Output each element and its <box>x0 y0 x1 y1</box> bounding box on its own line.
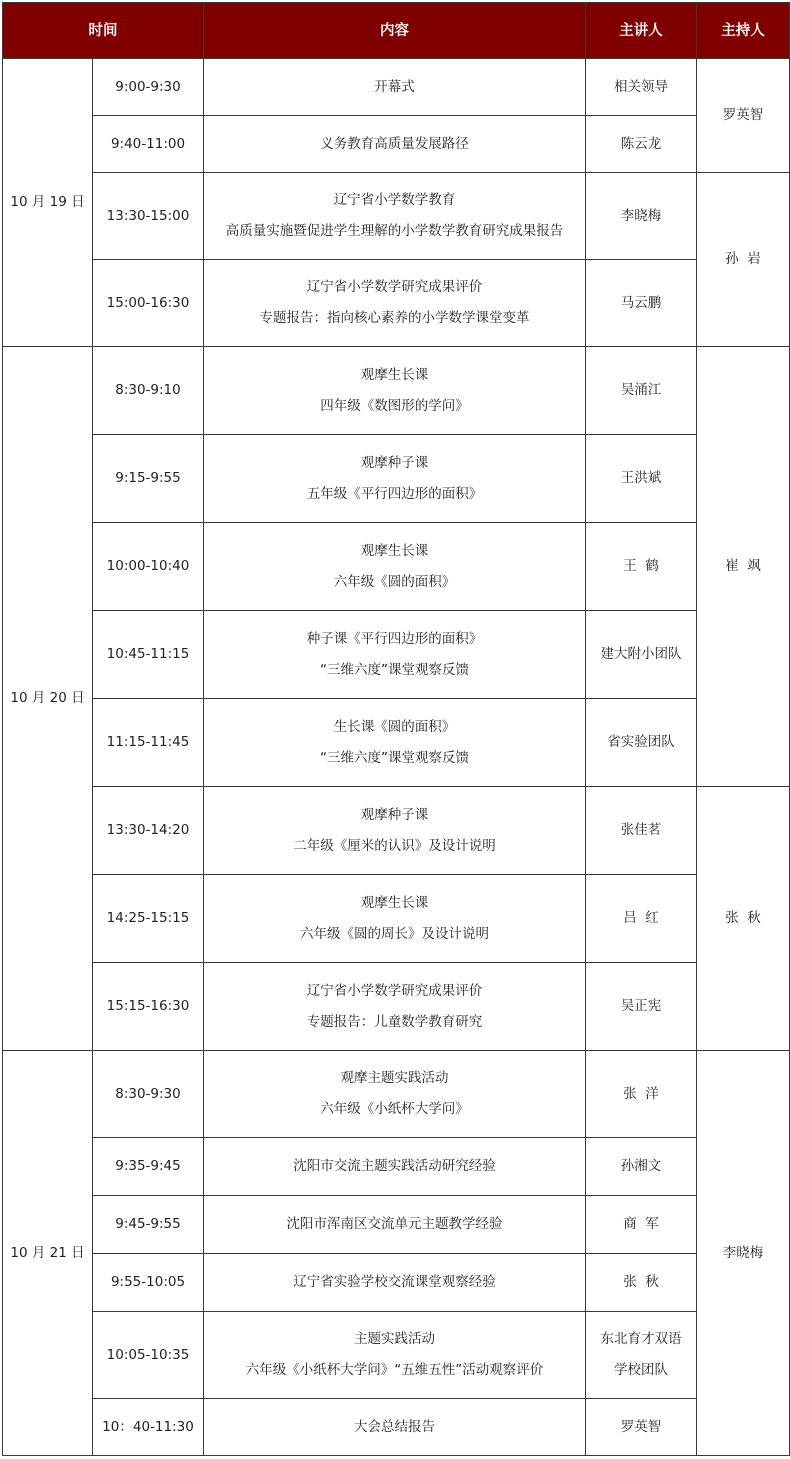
content-line: “三维六度”课堂观察反馈 <box>320 749 469 766</box>
content-line: 六年级《圆的面积》 <box>333 573 456 590</box>
content-cell <box>204 1399 586 1456</box>
content-cell <box>204 1254 586 1312</box>
content-line: 沈阳市交流主题实践活动研究经验 <box>293 1158 496 1174</box>
speaker-name: 东北育才双语 <box>600 1331 682 1347</box>
content-cell <box>204 875 586 963</box>
table-row <box>3 875 790 963</box>
content-line: 六年级《小纸杯大学问》“五维五性”活动观察评价 <box>245 1362 544 1378</box>
content-line: 观摩生长课 <box>360 894 429 911</box>
content-cell <box>204 435 586 523</box>
speaker-cell <box>586 1051 697 1138</box>
content-line: 二年级《厘米的认识》及设计说明 <box>293 837 496 854</box>
table-row <box>3 59 790 116</box>
content-cell <box>204 787 586 875</box>
speaker-name: 张 秋 <box>623 1274 659 1290</box>
content-cell <box>204 260 586 347</box>
speaker-cell <box>586 787 697 875</box>
table-row <box>3 1399 790 1456</box>
date-cell: 10 月 20 日 <box>3 347 93 1051</box>
content-cell <box>204 59 586 116</box>
content-line: 观摩种子课 <box>360 806 429 823</box>
speaker-name: 商 军 <box>623 1216 659 1232</box>
content-line: 沈阳市浑南区交流单元主题教学经验 <box>286 1216 503 1232</box>
content-line: 义务教育高质量发展路径 <box>320 135 469 152</box>
speaker-name: 吕 红 <box>623 910 659 926</box>
table-row <box>3 1138 790 1196</box>
content-line: 五年级《平行四边形的面积》 <box>306 485 483 502</box>
time-cell: 9:35-9:45 <box>93 1138 204 1196</box>
speaker-cell <box>586 173 697 260</box>
host-cell <box>697 59 790 173</box>
time-cell: 15:00-16:30 <box>93 260 204 347</box>
content-cell <box>204 611 586 699</box>
table-row <box>3 116 790 173</box>
speaker-name: 相关领导 <box>614 78 668 95</box>
host-name: 孙 岩 <box>725 251 761 267</box>
host-name: 罗英智 <box>722 107 764 123</box>
speaker-cell <box>586 1254 697 1312</box>
table-row <box>3 435 790 523</box>
speaker-name: 吴正宪 <box>620 998 662 1014</box>
content-line: 开幕式 <box>374 78 415 95</box>
time-cell: 13:30-14:20 <box>93 787 204 875</box>
table-row <box>3 347 790 435</box>
content-line: 专题报告：儿童数学教育研究 <box>306 1013 483 1030</box>
speaker-cell <box>586 1312 697 1399</box>
time-cell: 15:15-16:30 <box>93 963 204 1051</box>
speaker-name: 王洪斌 <box>620 470 662 486</box>
content-line: 专题报告：指向核心素养的小学数学课堂变革 <box>259 310 530 326</box>
content-line: 高质量实施暨促进学生理解的小学数学教育研究成果报告 <box>225 223 564 239</box>
time-cell: 9:40-11:00 <box>93 116 204 173</box>
time-cell: 10:05-10:35 <box>93 1312 204 1399</box>
time-cell: 8:30-9:10 <box>93 347 204 435</box>
time-cell: 9:00-9:30 <box>93 59 204 116</box>
speaker-cell <box>586 1399 697 1456</box>
host-name: 李晓梅 <box>722 1244 764 1261</box>
content-line: 四年级《数图形的学问》 <box>320 397 469 414</box>
speaker-name: 省实验团队 <box>607 734 675 750</box>
table-row <box>3 1051 790 1138</box>
speaker-cell <box>586 1138 697 1196</box>
content-cell <box>204 1312 586 1399</box>
speaker-name: 张 洋 <box>623 1085 659 1102</box>
table-row <box>3 173 790 260</box>
table-row <box>3 1312 790 1399</box>
content-line: 生长课《圆的面积》 <box>333 718 456 735</box>
header-host: 主持人 <box>697 3 790 59</box>
header-time: 时间 <box>3 3 204 59</box>
table-row <box>3 699 790 787</box>
table-row <box>3 963 790 1051</box>
content-cell <box>204 963 586 1051</box>
schedule-table <box>2 2 790 1456</box>
content-cell <box>204 523 586 611</box>
time-cell: 9:45-9:55 <box>93 1196 204 1254</box>
header-row <box>3 3 790 59</box>
time-cell: 9:55-10:05 <box>93 1254 204 1312</box>
content-line: 种子课《平行四边形的面积》 <box>306 630 483 647</box>
speaker-cell <box>586 611 697 699</box>
speaker-name: 罗英智 <box>620 1418 662 1435</box>
table-row <box>3 523 790 611</box>
speaker-cell <box>586 116 697 173</box>
table-row <box>3 787 790 875</box>
table-row <box>3 260 790 347</box>
speaker-name: 孙湘文 <box>620 1158 662 1174</box>
speaker-name: 学校团队 <box>614 1362 668 1378</box>
content-line: 辽宁省小学数学研究成果评价 <box>306 982 483 999</box>
time-cell: 9:15-9:55 <box>93 435 204 523</box>
content-line: 观摩主题实践活动 <box>340 1070 449 1086</box>
host-cell <box>697 173 790 347</box>
host-cell <box>697 787 790 1051</box>
speaker-name: 张佳茗 <box>620 822 662 838</box>
content-line: “三维六度”课堂观察反馈 <box>320 661 469 678</box>
content-cell <box>204 347 586 435</box>
speaker-cell <box>586 963 697 1051</box>
content-line: 观摩生长课 <box>360 542 429 559</box>
time-cell: 14:25-15:15 <box>93 875 204 963</box>
host-name: 崔 飒 <box>725 558 761 574</box>
time-cell: 8:30-9:30 <box>93 1051 204 1138</box>
speaker-cell <box>586 260 697 347</box>
time-cell: 10:45-11:15 <box>93 611 204 699</box>
table-row <box>3 1254 790 1312</box>
date-cell: 10 月 19 日 <box>3 59 93 347</box>
time-cell: 10：40-11:30 <box>93 1399 204 1456</box>
speaker-name: 吴涌江 <box>620 382 662 398</box>
host-cell <box>697 347 790 787</box>
speaker-name: 陈云龙 <box>620 135 662 152</box>
content-cell <box>204 1196 586 1254</box>
table-row <box>3 1196 790 1254</box>
speaker-name: 王 鹤 <box>623 558 659 574</box>
host-cell <box>697 1051 790 1456</box>
time-cell: 10:00-10:40 <box>93 523 204 611</box>
speaker-cell <box>586 347 697 435</box>
speaker-name: 李晓梅 <box>620 207 662 224</box>
content-cell <box>204 1051 586 1138</box>
content-line: 主题实践活动 <box>354 1331 435 1347</box>
speaker-cell <box>586 875 697 963</box>
speaker-cell <box>586 1196 697 1254</box>
content-cell <box>204 699 586 787</box>
content-cell <box>204 1138 586 1196</box>
content-line: 六年级《小纸杯大学问》 <box>320 1101 469 1117</box>
time-cell: 11:15-11:45 <box>93 699 204 787</box>
speaker-cell <box>586 435 697 523</box>
speaker-cell <box>586 699 697 787</box>
host-name: 张 秋 <box>725 910 761 926</box>
time-cell: 13:30-15:00 <box>93 173 204 260</box>
content-cell <box>204 116 586 173</box>
content-line: 观摩种子课 <box>360 454 429 471</box>
table-row <box>3 611 790 699</box>
date-cell: 10 月 21 日 <box>3 1051 93 1456</box>
content-line: 大会总结报告 <box>354 1418 435 1435</box>
content-line: 辽宁省实验学校交流课堂观察经验 <box>293 1274 496 1290</box>
speaker-cell <box>586 59 697 116</box>
content-line: 观摩生长课 <box>360 366 429 383</box>
header-speaker: 主讲人 <box>586 3 697 59</box>
content-line: 辽宁省小学数学教育 <box>333 192 456 208</box>
header-content: 内容 <box>204 3 586 59</box>
content-line: 辽宁省小学数学研究成果评价 <box>306 279 483 295</box>
speaker-name: 马云鹏 <box>620 294 662 311</box>
content-cell <box>204 173 586 260</box>
speaker-name: 建大附小团队 <box>600 646 682 662</box>
speaker-cell <box>586 523 697 611</box>
content-line: 六年级《圆的周长》及设计说明 <box>300 925 489 942</box>
